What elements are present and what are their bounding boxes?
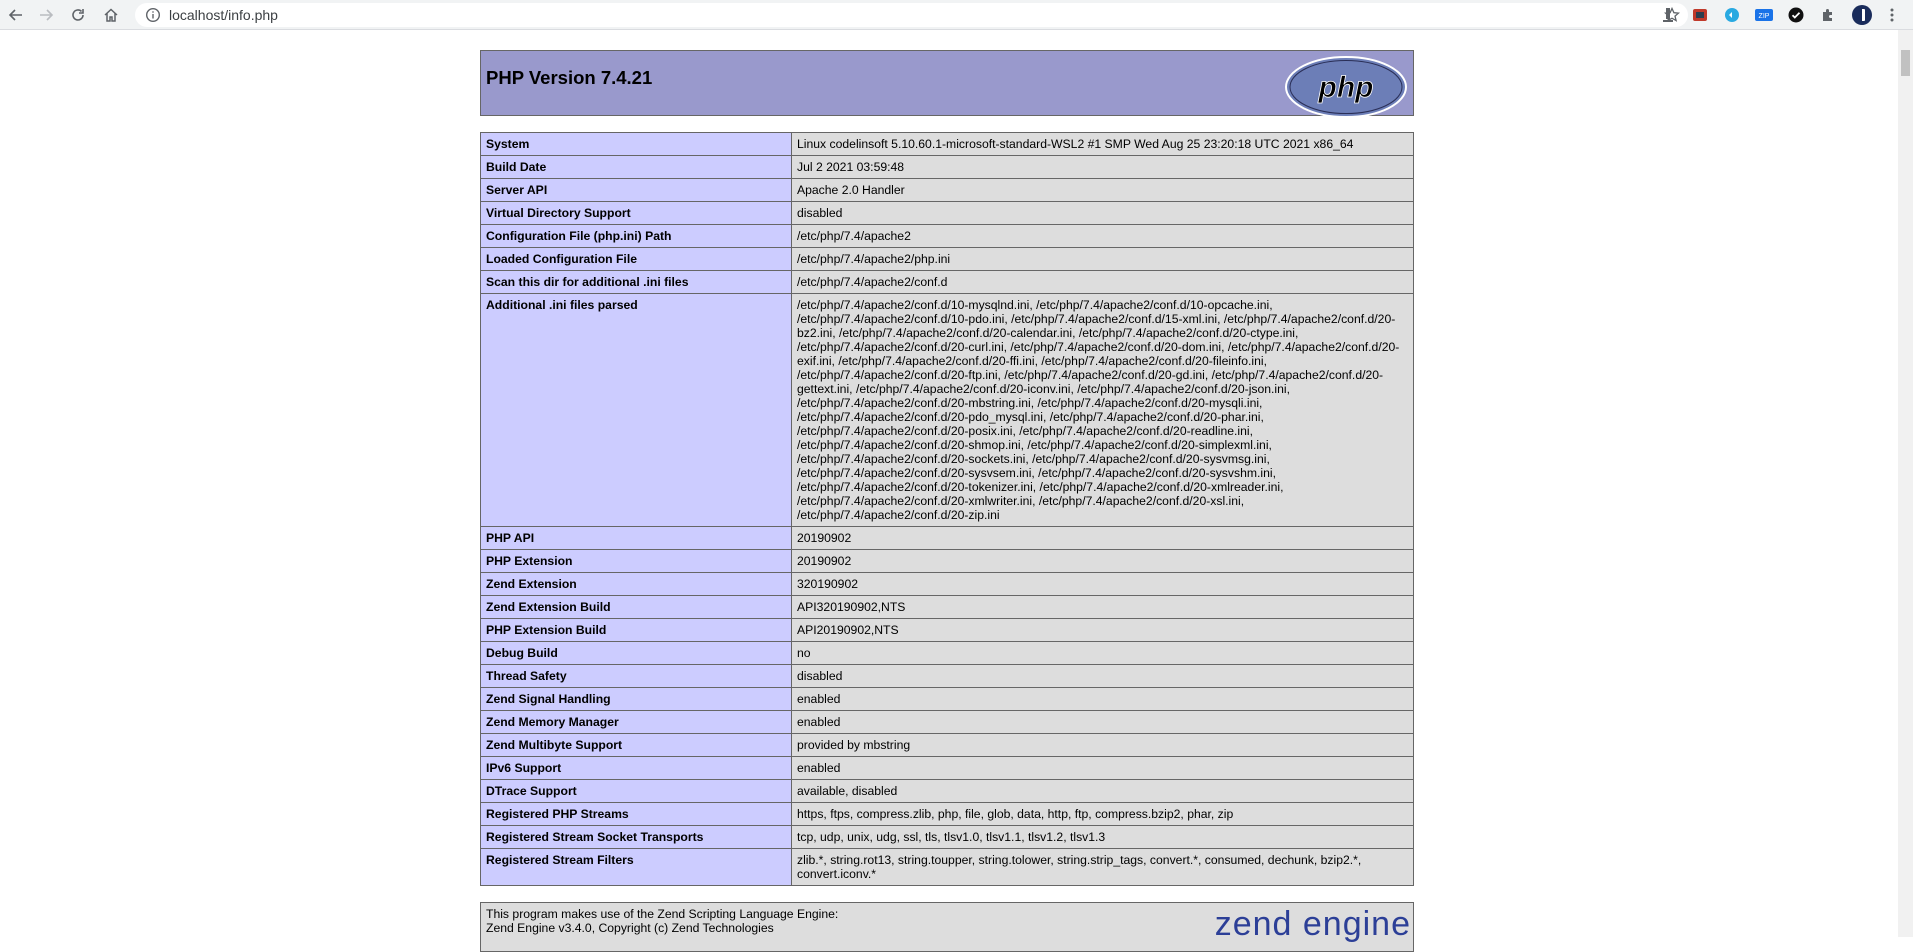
menu-kebab-icon[interactable] — [1882, 5, 1902, 25]
php-logo[interactable] — [1284, 55, 1408, 119]
address-bar[interactable] — [135, 3, 1688, 27]
reload-icon — [70, 7, 86, 23]
row-value: no — [792, 642, 1414, 665]
header-cell — [481, 51, 1414, 116]
row-label: PHP Extension — [481, 550, 792, 573]
table-row — [481, 803, 1414, 826]
row-label: Server API — [481, 179, 792, 202]
extension-badge-icon[interactable] — [1690, 5, 1710, 25]
table-row — [481, 849, 1414, 886]
extension-zip-icon[interactable] — [1754, 5, 1774, 25]
table-row — [481, 156, 1414, 179]
row-value: tcp, udp, unix, udg, ssl, tls, tlsv1.0, tlsv1.1, tlsv1.2, tlsv1.3 — [792, 826, 1414, 849]
row-label: Zend Extension Build — [481, 596, 792, 619]
row-label: Configuration File (php.ini) Path — [481, 225, 792, 248]
table-row — [481, 642, 1414, 665]
page-scrollbar[interactable] — [1898, 30, 1913, 937]
back-button[interactable] — [4, 3, 28, 27]
row-label: IPv6 Support — [481, 757, 792, 780]
row-value: https, ftps, compress.zlib, php, file, glob, data, http, ftp, compress.bzip2, phar, zip — [792, 803, 1414, 826]
table-row — [481, 202, 1414, 225]
row-label: Zend Extension — [481, 573, 792, 596]
page-title: PHP Version 7.4.21 — [486, 67, 653, 88]
row-label: Registered Stream Filters — [481, 849, 792, 886]
zend-engine-logo[interactable]: zend engine — [1214, 905, 1411, 943]
header-table — [480, 50, 1414, 116]
row-label: System — [481, 133, 792, 156]
row-value: 20190902 — [792, 550, 1414, 573]
svg-text:ZIP: ZIP — [1758, 13, 1770, 20]
row-label: Zend Memory Manager — [481, 711, 792, 734]
row-value: disabled — [792, 202, 1414, 225]
table-row — [481, 596, 1414, 619]
footer-table — [480, 902, 1414, 952]
url-text: localhost/info.php — [169, 7, 278, 23]
table-row — [481, 271, 1414, 294]
extensions-puzzle-icon[interactable] — [1818, 5, 1838, 25]
row-label: Registered PHP Streams — [481, 803, 792, 826]
row-value: /etc/php/7.4/apache2/conf.d/10-mysqlnd.ini, /etc/php/7.4/apache2/conf.d/10-opcache.ini, /etc/php/7.4/apache2/conf.d/10-pdo.ini, /etc/php/7.4/apache2/conf.d/15-xml.ini, /etc/php/7.4/apache2/conf.d/20-bz2.ini, /etc/php/7.4/apache2/conf.d/20-calendar.ini, /etc/php/7.4/apache2/conf.d/20-ctype.ini, /etc/php/7.4/apache2/conf.d/20-curl.ini, /etc/php/7.4/apache2/conf.d/20-dom.ini, /etc/php/7.4/apache2/conf.d/20-exif.ini, /etc/php/7.4/apache2/conf.d/20-ffi.ini, /etc/php/7.4/apache2/conf.d/20-fileinfo.ini, /etc/php/7.4/apache2/conf.d/20-ftp.ini, /etc/php/7.4/apache2/conf.d/20-gd.ini, /etc/php/7.4/apache2/conf.d/20-gettext.ini, /etc/php/7.4/apache2/conf.d/20-iconv.ini, /etc/php/7.4/apache2/conf.d/20-json.ini, /etc/php/7.4/apache2/conf.d/20-mbstring.ini, /etc/php/7.4/apache2/conf.d/20-mysqli.ini, /etc/php/7.4/apache2/conf.d/20-pdo_mysql.ini, /etc/php/7.4/apache2/conf.d/20-phar.ini, /etc/php/7.4/apache2/conf.d/20-posix.ini, /etc/php/7.4/apache2/conf.d/20-readline.ini, /etc/php/7.4/apache2/conf.d/20-shmop.ini, /etc/php/7.4/apache2/conf.d/20-simplexml.ini, /etc/php/7.4/apache2/conf.d/20-sockets.ini, /etc/php/7.4/apache2/conf.d/20-sysvmsg.ini, /etc/php/7.4/apache2/conf.d/20-sysvsem.ini, /etc/php/7.4/apache2/conf.d/20-sysvshm.ini, /etc/php/7.4/apache2/conf.d/20-tokenizer.ini, /etc/php/7.4/apache2/conf.d/20-xmlreader.ini, /etc/php/7.4/apache2/conf.d/20-xmlwriter.ini, /etc/php/7.4/apache2/conf.d/20-xsl.ini, /etc/php/7.4/apache2/conf.d/20-zip.ini — [792, 294, 1414, 527]
table-row — [481, 757, 1414, 780]
row-label: Loaded Configuration File — [481, 248, 792, 271]
table-row — [481, 133, 1414, 156]
row-value: API20190902,NTS — [792, 619, 1414, 642]
table-row — [481, 734, 1414, 757]
row-label: Registered Stream Socket Transports — [481, 826, 792, 849]
row-label: Additional .ini files parsed — [481, 294, 792, 527]
footer-line-2: Zend Engine v3.4.0, Copyright (c) Zend Technologies — [486, 921, 774, 935]
row-label: Thread Safety — [481, 665, 792, 688]
arrow-left-icon — [8, 7, 24, 23]
row-value: enabled — [792, 757, 1414, 780]
row-value: /etc/php/7.4/apache2 — [792, 225, 1414, 248]
reload-button[interactable] — [66, 3, 90, 27]
row-value: API320190902,NTS — [792, 596, 1414, 619]
scrollbar-thumb[interactable] — [1901, 50, 1910, 76]
extension-shield-icon[interactable] — [1786, 5, 1806, 25]
table-row — [481, 550, 1414, 573]
php-logo-text: php — [1318, 71, 1374, 104]
row-label: PHP Extension Build — [481, 619, 792, 642]
table-row — [481, 619, 1414, 642]
row-value: /etc/php/7.4/apache2/php.ini — [792, 248, 1414, 271]
table-row — [481, 248, 1414, 271]
row-label: Build Date — [481, 156, 792, 179]
home-icon — [103, 7, 119, 23]
footer-line-1: This program makes use of the Zend Scripting Language Engine: — [486, 907, 839, 921]
row-label: Zend Multibyte Support — [481, 734, 792, 757]
row-value: Jul 2 2021 03:59:48 — [792, 156, 1414, 179]
arrow-right-icon — [38, 7, 54, 23]
table-row — [481, 711, 1414, 734]
row-value: 320190902 — [792, 573, 1414, 596]
table-row — [481, 527, 1414, 550]
table-row — [481, 665, 1414, 688]
row-value: Apache 2.0 Handler — [792, 179, 1414, 202]
row-label: Scan this dir for additional .ini files — [481, 271, 792, 294]
extension-circle-icon[interactable] — [1722, 5, 1742, 25]
table-row — [481, 225, 1414, 248]
table-row — [481, 179, 1414, 202]
row-label: Virtual Directory Support — [481, 202, 792, 225]
row-value: enabled — [792, 688, 1414, 711]
row-label: DTrace Support — [481, 780, 792, 803]
row-value: enabled — [792, 711, 1414, 734]
footer-cell — [481, 903, 1414, 952]
row-label: Debug Build — [481, 642, 792, 665]
row-label: Zend Signal Handling — [481, 688, 792, 711]
row-value: disabled — [792, 665, 1414, 688]
row-value: Linux codelinsoft 5.10.60.1-microsoft-standard-WSL2 #1 SMP Wed Aug 25 23:20:18 UTC 2021 x86_64 — [792, 133, 1414, 156]
table-row — [481, 294, 1414, 527]
home-button[interactable] — [99, 3, 123, 27]
table-row — [481, 826, 1414, 849]
info-icon[interactable] — [145, 7, 161, 23]
table-row — [481, 780, 1414, 803]
phpinfo-content — [480, 50, 1414, 952]
profile-avatar-icon[interactable] — [1852, 5, 1872, 25]
table-row — [481, 573, 1414, 596]
row-value: 20190902 — [792, 527, 1414, 550]
info-table — [480, 132, 1414, 886]
row-value: zlib.*, string.rot13, string.toupper, string.tolower, string.strip_tags, convert.*, consumed, dechunk, bzip2.*, convert.iconv.* — [792, 849, 1414, 886]
forward-button[interactable] — [34, 3, 58, 27]
table-row — [481, 688, 1414, 711]
row-label: PHP API — [481, 527, 792, 550]
extension-download-icon[interactable] — [1658, 5, 1678, 25]
browser-toolbar — [0, 0, 1913, 30]
row-value: provided by mbstring — [792, 734, 1414, 757]
row-value: /etc/php/7.4/apache2/conf.d — [792, 271, 1414, 294]
row-value: available, disabled — [792, 780, 1414, 803]
